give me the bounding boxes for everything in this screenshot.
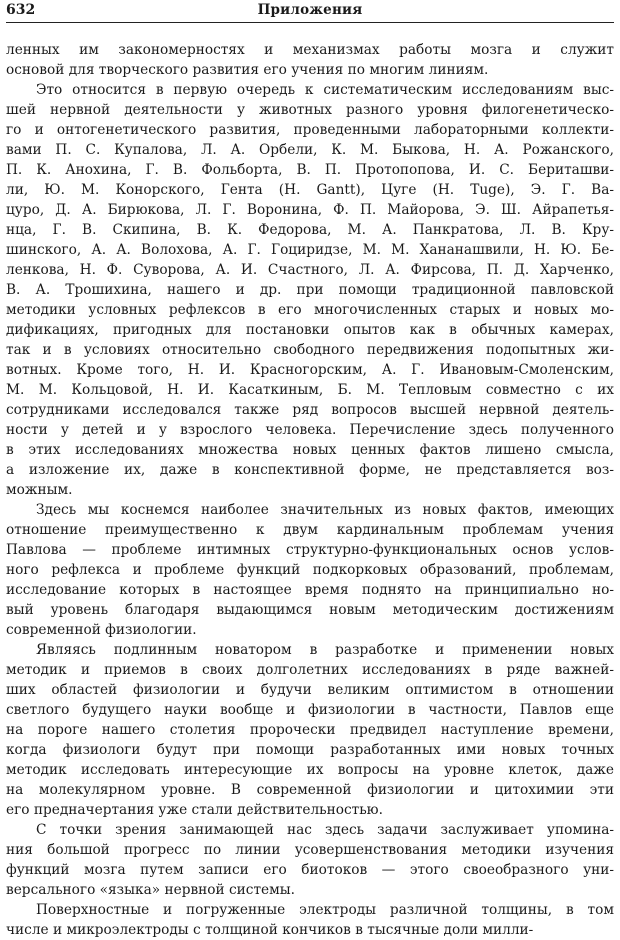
text-line: светлого будущего науки вообще и физиологии в частности, Павлов еще [6,702,614,718]
text-line: исследование которых в настоящее время поднято на принципиально но- [6,582,614,598]
text-line: так и в условиях относительно свободного передвижения подопытных жи- [6,342,614,358]
text-line: вами П. С. Купалова, Л. А. Орбели, К. М. Быкова, Н. А. Рожанского, [6,142,614,158]
text-line: сотрудниками исследовался также ряд вопросов высшей нервной деятель- [6,402,614,418]
text-line: вый уровень благодаря выдающимся новым методическим достижениям [6,602,614,618]
text-line: ния большой прогресс по линии усовершенствования методики изучения [6,842,614,858]
text-line: Это относится в первую очередь к систематическим исследованиям выс- [36,82,614,98]
page-header [6,0,614,23]
text-line: современной физиологии. [6,622,197,638]
text-line: отношение преимущественно к двум кардинальным проблемам учения [6,522,614,538]
text-line: на пороге нашего столетия пророчески предвидел наступление времени, [6,722,614,738]
text-line: методик и приемов в своих долголетних исследованиях в ряде важней- [6,662,614,678]
text-line: а изложение их, даже в конспективной форме, не представляется воз- [6,462,614,478]
text-line: ного рефлекса и проблеме функций подкорковых образований, проблемам, [6,562,614,578]
text-line: в этих исследованиях множества новых ценных фактов лишено смысла, [6,442,614,458]
text-line: Поверхностные и погруженные электроды различной толщины, в том [36,902,614,918]
running-title: Приложения [257,2,363,18]
text-line: версального «языка» нервной системы. [6,882,296,898]
text-line: ших областей физиологии и будучи великим оптимистом в отношении [6,682,614,698]
text-line: С точки зрения занимающей нас здесь задачи заслуживает упомина- [36,822,614,838]
text-line: ности у детей и у взрослого человека. Перечисление здесь полученного [6,422,614,438]
text-line: вотных. Кроме того, Н. И. Красногорским, А. Г. Ивановым-Смоленским, [6,362,614,378]
text-line: го и онтогенетического развития, проведенными лабораторными коллекти- [6,122,614,138]
text-line: ленных им закономерностях и механизмах работы мозга и служит [6,42,614,58]
text-line: можным. [6,482,73,498]
text-line: В. А. Трошихина, нашего и др. при помощи традиционной павловской [6,282,614,298]
page-number: 632 [6,2,36,18]
text-line: М. М. Кольцовой, Н. И. Касаткиным, Б. М. Тепловым совместно с их [6,382,614,398]
text-line: ли, Ю. М. Конорского, Гента (H. Gantt), Цуге (H. Tuge), Э. Г. Ва- [6,182,614,198]
text-line: П. К. Анохина, Г. В. Фольборта, В. П. Протопопова, И. С. Бериташви- [6,162,614,178]
text-line: на молекулярном уровне. В современной физиологии и цитохимии эти [6,782,614,798]
text-line: Здесь мы коснемся наиболее значительных из новых фактов, имеющих [36,502,614,518]
text-line: основой для творческого развития его учения по многим линиям. [6,62,489,78]
text-line: его предначертания уже стали действительностью. [6,802,383,818]
text-line: методики условных рефлексов в его многочисленных старых и новых мо- [6,302,614,318]
text-line: методик исследовать интересующие их вопросы на уровне клеток, даже [6,762,614,778]
text-line: шей нервной деятельности у животных разного уровня филогенетическо- [6,102,614,118]
text-line: шинского, А. А. Волохова, А. Г. Гоциридзе, М. М. Хананашвили, Н. Ю. Бе- [6,242,614,258]
text-line: когда физиологи будут при помощи разработанных ими новых точных [6,742,614,758]
text-line: Являясь подлинным новатором в разработке и применении новых [36,642,614,658]
body-text [6,40,614,940]
text-line: цуро, Д. А. Бирюкова, Л. Г. Воронина, Ф. П. Майорова, Э. Ш. Айрапетья- [6,202,614,218]
text-line: ленкова, Н. Ф. Суворова, А. И. Счастного, Л. А. Фирсова, П. Д. Харченко, [6,262,614,278]
text-line: дификациях, пригодных для постановки опытов как в обычных камерах, [6,322,614,338]
document-page [6,0,614,938]
text-line: числе и микроэлектроды с толщиной кончиков в тысячные доли милли- [6,922,534,938]
text-line: нца, Г. В. Скипина, В. К. Федорова, М. А. Панкратова, Л. В. Кру- [6,222,614,238]
text-line: функций мозга путем записи его биотоков — этого своеобразного уни- [6,862,614,878]
text-line: Павлова — проблеме интимных структурно-функциональных основ услов- [6,542,614,558]
